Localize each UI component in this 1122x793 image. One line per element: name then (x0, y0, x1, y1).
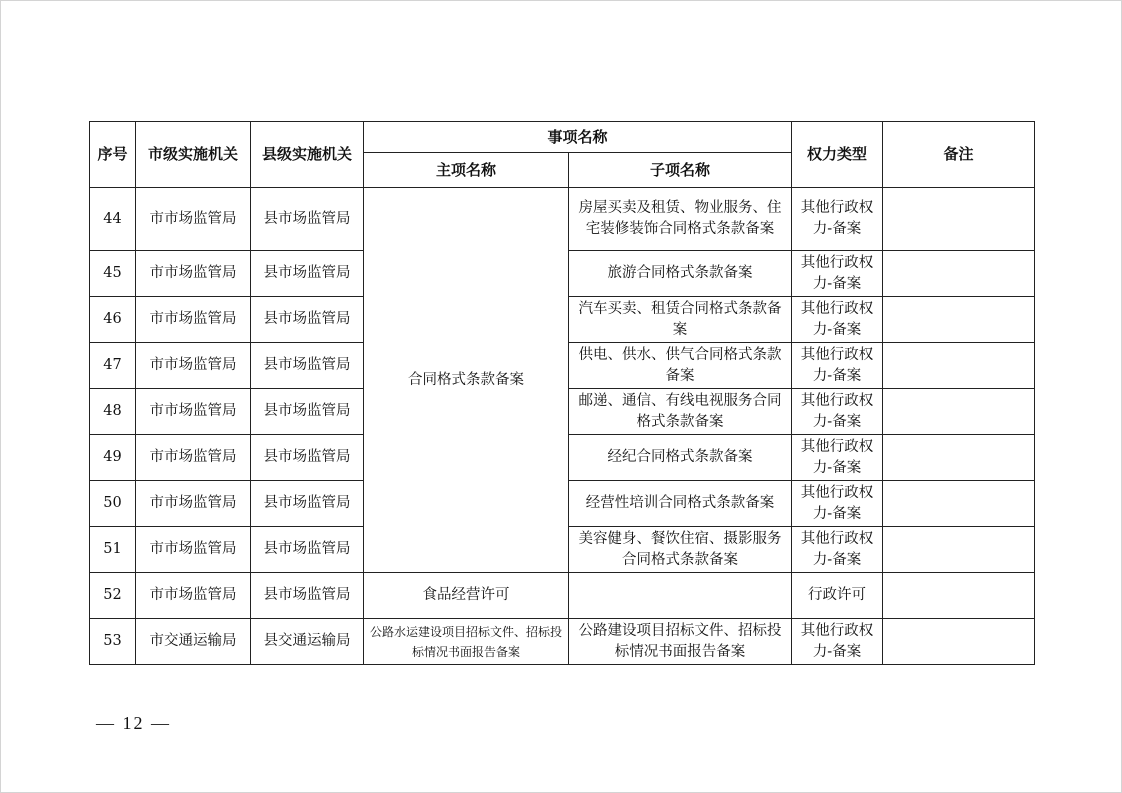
cell-city-agency: 市市场监管局 (136, 527, 251, 573)
cell-power-type: 行政许可 (792, 573, 883, 619)
cell-seq: 46 (90, 297, 136, 343)
page-number: — 12 — (96, 713, 171, 733)
table-row (90, 573, 1035, 619)
cell-power-type: 其他行政权力-备案 (792, 435, 883, 481)
cell-county-agency: 县市场监管局 (251, 188, 364, 251)
cell-seq: 45 (90, 251, 136, 297)
cell-power-type: 其他行政权力-备案 (792, 297, 883, 343)
cell-main-item-group: 合同格式条款备案 (364, 188, 569, 573)
cell-seq: 51 (90, 527, 136, 573)
cell-sub-item (569, 573, 792, 619)
cell-remark (883, 481, 1035, 527)
cell-county-agency: 县市场监管局 (251, 481, 364, 527)
cell-county-agency: 县市场监管局 (251, 527, 364, 573)
cell-power-type: 其他行政权力-备案 (792, 481, 883, 527)
cell-power-type: 其他行政权力-备案 (792, 389, 883, 435)
cell-seq: 47 (90, 343, 136, 389)
cell-power-type: 其他行政权力-备案 (792, 188, 883, 251)
cell-sub-item: 汽车买卖、租赁合同格式条款备案 (569, 297, 792, 343)
items-table (89, 121, 1035, 665)
cell-county-agency: 县市场监管局 (251, 573, 364, 619)
header-county-agency: 县级实施机关 (251, 122, 364, 188)
cell-remark (883, 389, 1035, 435)
cell-seq: 53 (90, 619, 136, 665)
cell-remark (883, 573, 1035, 619)
cell-sub-item: 邮递、通信、有线电视服务合同格式条款备案 (569, 389, 792, 435)
header-sub-item: 子项名称 (569, 153, 792, 188)
cell-power-type: 其他行政权力-备案 (792, 251, 883, 297)
cell-seq: 44 (90, 188, 136, 251)
header-main-item: 主项名称 (364, 153, 569, 188)
cell-city-agency: 市市场监管局 (136, 573, 251, 619)
cell-seq: 52 (90, 573, 136, 619)
cell-county-agency: 县市场监管局 (251, 297, 364, 343)
cell-remark (883, 188, 1035, 251)
table-row (90, 619, 1035, 665)
cell-main-item: 食品经营许可 (364, 573, 569, 619)
cell-county-agency: 县市场监管局 (251, 343, 364, 389)
header-seq: 序号 (90, 122, 136, 188)
cell-city-agency: 市市场监管局 (136, 343, 251, 389)
cell-city-agency: 市市场监管局 (136, 188, 251, 251)
cell-remark (883, 251, 1035, 297)
header-remarks: 备注 (883, 122, 1035, 188)
cell-remark (883, 343, 1035, 389)
cell-county-agency: 县交通运输局 (251, 619, 364, 665)
cell-remark (883, 297, 1035, 343)
cell-sub-item: 旅游合同格式条款备案 (569, 251, 792, 297)
cell-city-agency: 市市场监管局 (136, 297, 251, 343)
cell-seq: 50 (90, 481, 136, 527)
cell-sub-item: 房屋买卖及租赁、物业服务、住宅装修装饰合同格式条款备案 (569, 188, 792, 251)
cell-remark (883, 619, 1035, 665)
cell-sub-item: 经纪合同格式条款备案 (569, 435, 792, 481)
cell-county-agency: 县市场监管局 (251, 251, 364, 297)
cell-city-agency: 市市场监管局 (136, 251, 251, 297)
cell-city-agency: 市市场监管局 (136, 389, 251, 435)
cell-sub-item: 公路建设项目招标文件、招标投标情况书面报告备案 (569, 619, 792, 665)
cell-county-agency: 县市场监管局 (251, 389, 364, 435)
table-row (90, 188, 1035, 251)
cell-sub-item: 经营性培训合同格式条款备案 (569, 481, 792, 527)
cell-sub-item: 供电、供水、供气合同格式条款备案 (569, 343, 792, 389)
cell-seq: 48 (90, 389, 136, 435)
cell-remark (883, 527, 1035, 573)
header-item-name: 事项名称 (364, 122, 792, 153)
cell-power-type: 其他行政权力-备案 (792, 527, 883, 573)
cell-county-agency: 县市场监管局 (251, 435, 364, 481)
cell-power-type: 其他行政权力-备案 (792, 343, 883, 389)
header-power-type: 权力类型 (792, 122, 883, 188)
header-city-agency: 市级实施机关 (136, 122, 251, 188)
cell-city-agency: 市交通运输局 (136, 619, 251, 665)
cell-seq: 49 (90, 435, 136, 481)
cell-city-agency: 市市场监管局 (136, 481, 251, 527)
cell-main-item: 公路水运建设项目招标文件、招标投标情况书面报告备案 (364, 619, 569, 665)
cell-power-type: 其他行政权力-备案 (792, 619, 883, 665)
cell-sub-item: 美容健身、餐饮住宿、摄影服务合同格式条款备案 (569, 527, 792, 573)
cell-remark (883, 435, 1035, 481)
cell-city-agency: 市市场监管局 (136, 435, 251, 481)
